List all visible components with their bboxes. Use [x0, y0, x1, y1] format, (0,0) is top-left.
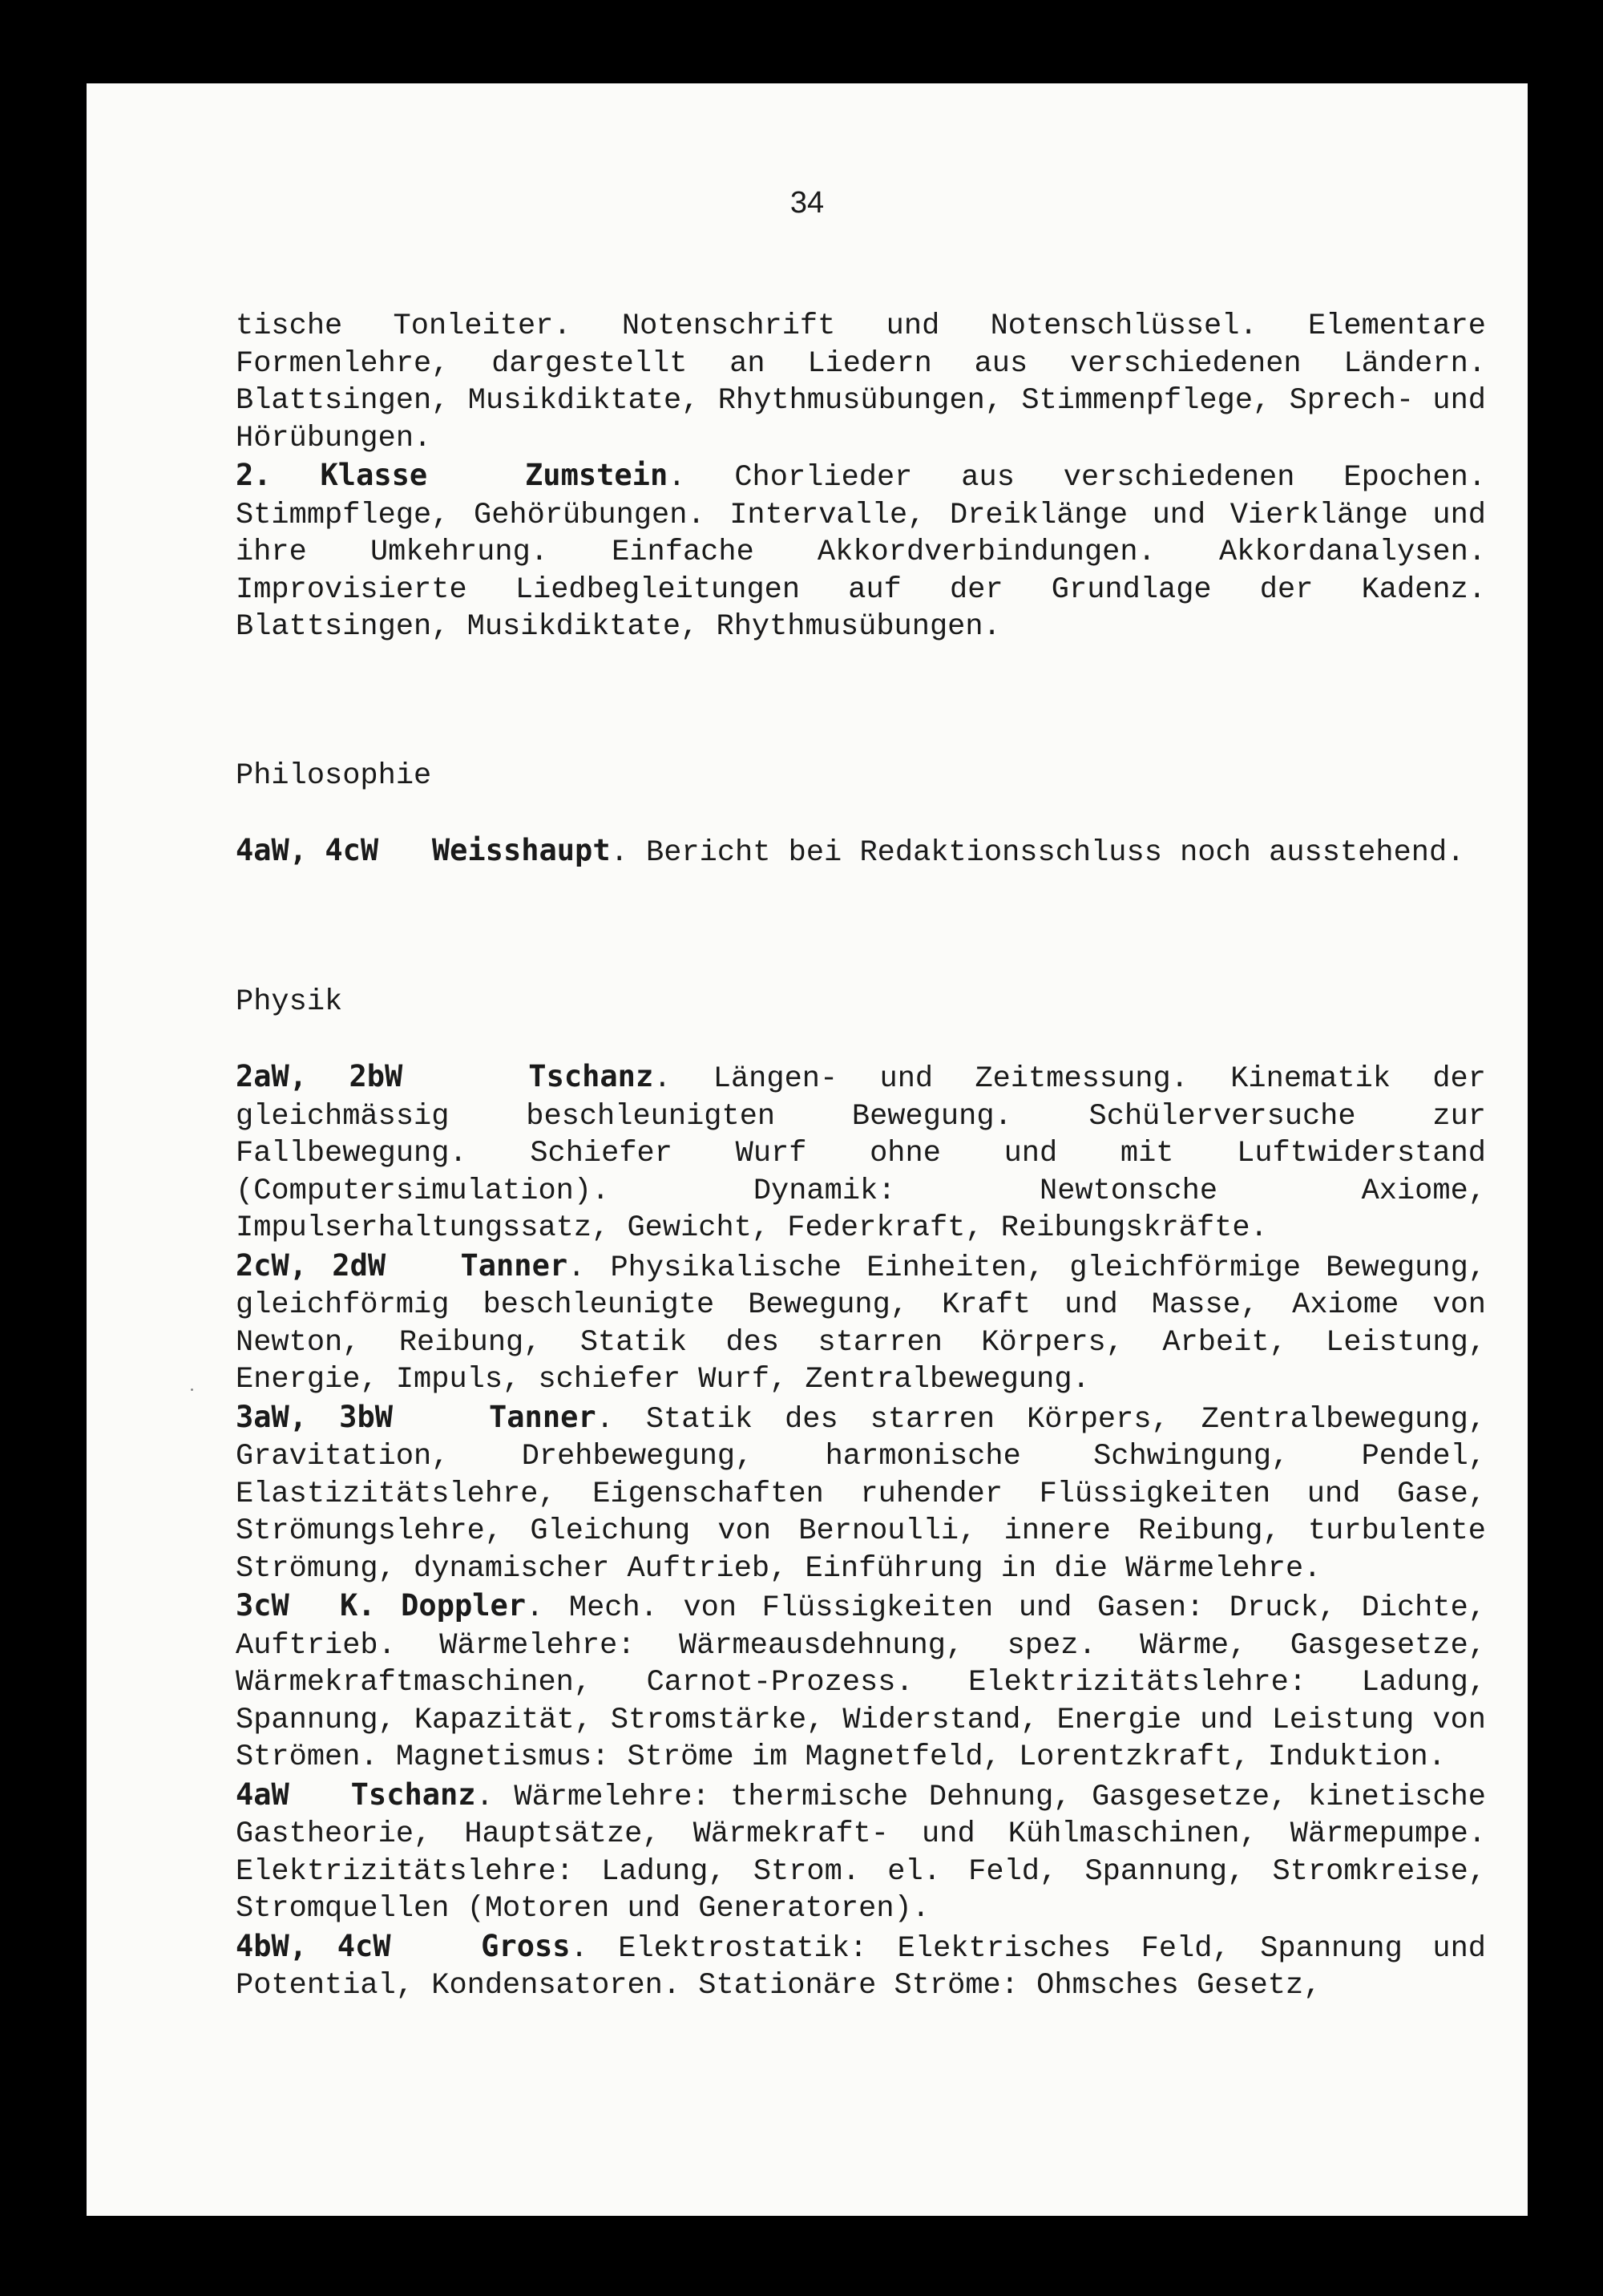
physik-entry-3ab-teacher: Tanner [489, 1399, 596, 1434]
document-page [87, 83, 1528, 2216]
scan-speck [191, 1389, 193, 1391]
physik-entry-4bc-classes: 4bW, 4cW [236, 1928, 391, 1963]
physik-entry-3c-teacher: K. Doppler [339, 1588, 527, 1623]
physik-entry-2ab [236, 1058, 1486, 1247]
physik-entry-3ab [236, 1399, 1486, 1588]
physik-heading-text: Physik [236, 985, 343, 1019]
physik-entry-3c-text: . Mech. von Flüssigkeiten und Gasen: Druck, Dichte, Auftrieb. Wärmelehre: Wärmeausdehnung, spez. Wärme, Gasgesetze, Wärmekraftmaschinen, Carnot-Prozess. Elektrizitätslehre: Ladung, Spannung, Kapazität, Stromstärke, Widerstand, Energie und Leistung von Strömen. Magnetismus: Ströme im Magnetfeld, Lorentzkraft, Induktion. [236, 1591, 1486, 1774]
philosophie-entry-text: . Bericht bei Redaktionsschluss noch ausstehend. [610, 836, 1465, 870]
physik-entry-4bc-text: . Elektrostatik: Elektrisches Feld, Spannung und Potential, Kondensatoren. Stationäre Ströme: Ohmsches Gesetz, [236, 1931, 1486, 2003]
page-number: 34 [789, 186, 825, 220]
physik-entry-4bc [236, 1928, 1486, 2005]
physik-entry-3ab-classes: 3aW, 3bW [236, 1399, 393, 1434]
music-continuation-text: tische Tonleiter. Notenschrift und Notenschlüssel. Elementare Formenlehre, dargestellt an Liedern aus verschiedenen Ländern. Blattsingen, Musikdiktate, Rhythmusübungen, Stimmenpflege, Sprech- und Hörübungen. [236, 309, 1486, 455]
page-content [236, 308, 1486, 2005]
physik-entry-2ab-text: . Längen- und Zeitmessung. Kinematik der gleichmässig beschleunigten Bewegung. Schülerversuche zur Fallbewegung. Schiefer Wurf ohne und mit Luftwiderstand (Computersimulation). Dynamik: Newtonsche Axiome, Impulserhaltungssatz, Gewicht, Federkraft, Reibungskräfte. [236, 1062, 1486, 1245]
physik-entry-2ab-teacher: Tschanz [528, 1059, 654, 1093]
physik-entry-4bc-teacher: Gross [481, 1928, 571, 1963]
music-klasse2-label: 2. Klasse [236, 458, 428, 492]
physik-heading [236, 984, 1486, 1021]
physik-entry-2cd-classes: 2cW, 2dW [236, 1247, 386, 1283]
philosophie-heading-text: Philosophie [236, 759, 432, 793]
philosophie-heading [236, 758, 1486, 795]
physik-entry-2ab-classes: 2aW, 2bW [236, 1059, 403, 1093]
physik-entry-3c-classes: 3cW [236, 1588, 289, 1623]
physik-entry-4a-teacher: Tschanz [350, 1777, 476, 1812]
music-continuation-paragraph [236, 308, 1486, 457]
music-klasse2-paragraph [236, 457, 1486, 646]
physik-entry-4a [236, 1777, 1486, 1928]
music-klasse2-text: . Chorlieder aus verschiedenen Epochen. Stimmpflege, Gehörübungen. Intervalle, Dreiklänge und Vierklänge und ihre Umkehrung. Einfache Akkordverbindungen. Akkordanalysen. Improvisierte Liedbegleitungen auf der Grundlage der Kadenz. Blattsingen, Musikdiktate, Rhythmusübungen. [236, 461, 1486, 644]
philosophie-entry [236, 832, 1486, 872]
physik-entry-3c [236, 1587, 1486, 1777]
physik-entry-4a-classes: 4aW [236, 1777, 289, 1812]
physik-entry-4a-text: . Wärmelehre: thermische Dehnung, Gasgesetze, kinetische Gastheorie, Hauptsätze, Wärmekraft- und Kühlmaschinen, Wärmepumpe. Elektrizitätslehre: Ladung, Strom. el. Feld, Spannung, Stromkreise, Stromquellen (Motoren und Generatoren). [236, 1780, 1486, 1926]
physik-entry-3ab-text: . Statik des starren Körpers, Zentralbewegung, Gravitation, Drehbewegung, harmonische Schwingung, Pendel, Elastizitätslehre, Eigenschaften ruhender Flüssigkeiten und Gase, Strömungslehre, Gleichung von Bernoulli, innere Reibung, turbulente Strömung, dynamischer Auftrieb, Einführung in die Wärmelehre. [236, 1402, 1486, 1586]
physik-entry-2cd [236, 1247, 1486, 1399]
philosophie-entry-teacher: Weisshaupt [431, 833, 611, 867]
philosophie-entry-classes: 4aW, 4cW [236, 833, 379, 867]
physik-entry-2cd-teacher: Tanner [460, 1247, 568, 1283]
music-klasse2-teacher: Zumstein [525, 458, 668, 492]
physik-entry-2cd-text: . Physikalische Einheiten, gleichförmige Bewegung, gleichförmig beschleunigte Bewegung, Kraft und Masse, Axiome von Newton, Reibung, Statik des starren Körpers, Arbeit, Leistung, Energie, Impuls, schiefer Wurf, Zentralbewegung. [236, 1251, 1486, 1397]
